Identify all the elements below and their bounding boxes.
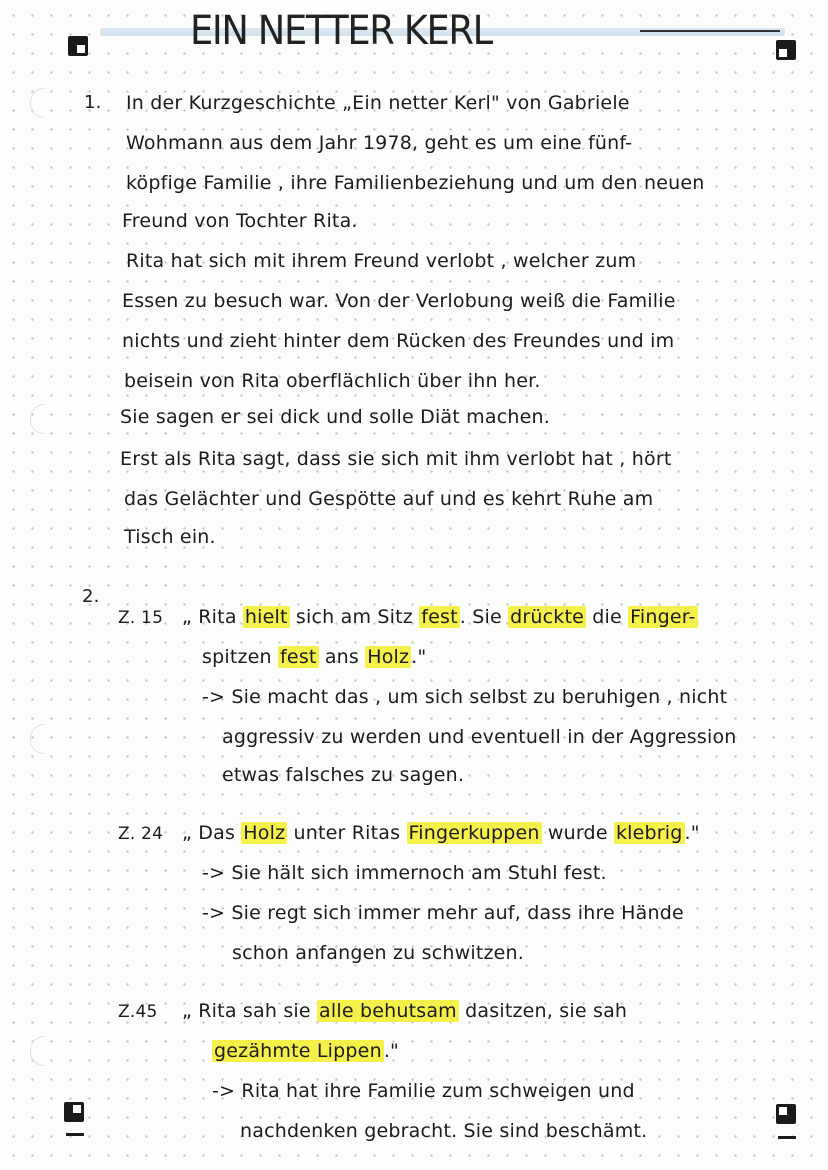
quote-line: Z.45 „ Rita sah sie alle behutsam dasitzen, sie sah: [118, 1000, 628, 1022]
line-reference: Z. 24: [118, 824, 164, 844]
page-title: EIN NETTER KERL: [190, 8, 492, 54]
note-line: etwas falsches zu sagen.: [222, 764, 465, 786]
quote-line: Z. 15 „ Rita hielt sich am Sitz fest . Sie drückte die Finger-: [118, 606, 696, 628]
corner-bracket-top-right-icon: [776, 40, 796, 60]
line-reference: Z. 15: [118, 608, 164, 628]
highlight: Fingerkuppen: [408, 822, 540, 844]
text-line: köpfige Familie , ihre Familienbeziehung und um den neuen: [126, 172, 705, 194]
corner-bracket-bottom-right-icon: [776, 1104, 796, 1124]
text-line: Essen zu besuch war. Von der Verlobung weiß die Familie: [122, 290, 676, 312]
text-line: Freund von Tochter Rita.: [122, 210, 358, 232]
highlight: drückte: [510, 606, 584, 628]
note-line: -> Rita hat ihre Familie zum schweigen und: [212, 1080, 635, 1102]
highlight: Holz: [367, 646, 410, 668]
highlight: fest: [280, 646, 317, 668]
corner-dash: [778, 1136, 796, 1139]
corner-dash: [66, 1133, 84, 1136]
text-line: Sie sagen er sei dick und solle Diät machen.: [120, 406, 550, 428]
highlight: Holz: [243, 822, 286, 844]
note-line: -> Sie regt sich immer mehr auf, dass ihre Hände: [202, 902, 684, 924]
title-rule: [640, 30, 780, 32]
highlight: alle behutsam: [319, 1000, 457, 1022]
binder-hole: [30, 404, 45, 434]
highlight: fest: [421, 606, 458, 628]
highlight: klebrig: [615, 822, 683, 844]
text-line: Wohmann aus dem Jahr 1978, geht es um eine fünf-: [126, 132, 633, 154]
binder-hole: [30, 88, 45, 118]
section-number: 2.: [82, 586, 100, 607]
note-line: schon anfangen zu schwitzen.: [232, 942, 525, 964]
highlight: hielt: [244, 606, 288, 628]
text-line: Rita hat sich mit ihrem Freund verlobt , welcher zum: [126, 250, 637, 272]
corner-bracket-top-left-icon: [68, 36, 88, 56]
note-line: nachdenken gebracht. Sie sind beschämt.: [240, 1120, 648, 1142]
text-line: Erst als Rita sagt, dass sie sich mit ihm verlobt hat , hört: [120, 448, 672, 470]
section-number: 1.: [84, 92, 102, 113]
text-line: Tisch ein.: [124, 526, 216, 548]
text-line: nichts und zieht hinter dem Rücken des Freundes und im: [122, 330, 675, 352]
text-line: beisein von Rita oberflächlich über ihn her.: [124, 370, 541, 392]
note-line: -> Sie macht das , um sich selbst zu beruhigen , nicht: [202, 686, 728, 708]
text-line: In der Kurzgeschichte „Ein netter Kerl" von Gabriele: [126, 92, 630, 114]
text-line: das Gelächter und Gespötte auf und es kehrt Ruhe am: [124, 488, 654, 510]
quote-line: Z. 24 „ Das Holz unter Ritas Fingerkuppen wurde klebrig .": [118, 822, 700, 844]
binder-hole: [30, 1036, 45, 1066]
highlight: Finger-: [630, 606, 696, 628]
quote-line: spitzen fest ans Holz .": [202, 646, 427, 668]
binder-hole: [30, 724, 45, 754]
quote-line: gezähmte Lippen .": [214, 1040, 399, 1062]
corner-bracket-bottom-left-icon: [64, 1102, 84, 1122]
note-line: aggressiv zu werden und eventuell in der Aggression: [222, 726, 737, 748]
line-reference: Z.45: [118, 1002, 158, 1022]
note-line: -> Sie hält sich immernoch am Stuhl fest.: [202, 862, 607, 884]
highlight: gezähmte Lippen: [214, 1040, 382, 1062]
